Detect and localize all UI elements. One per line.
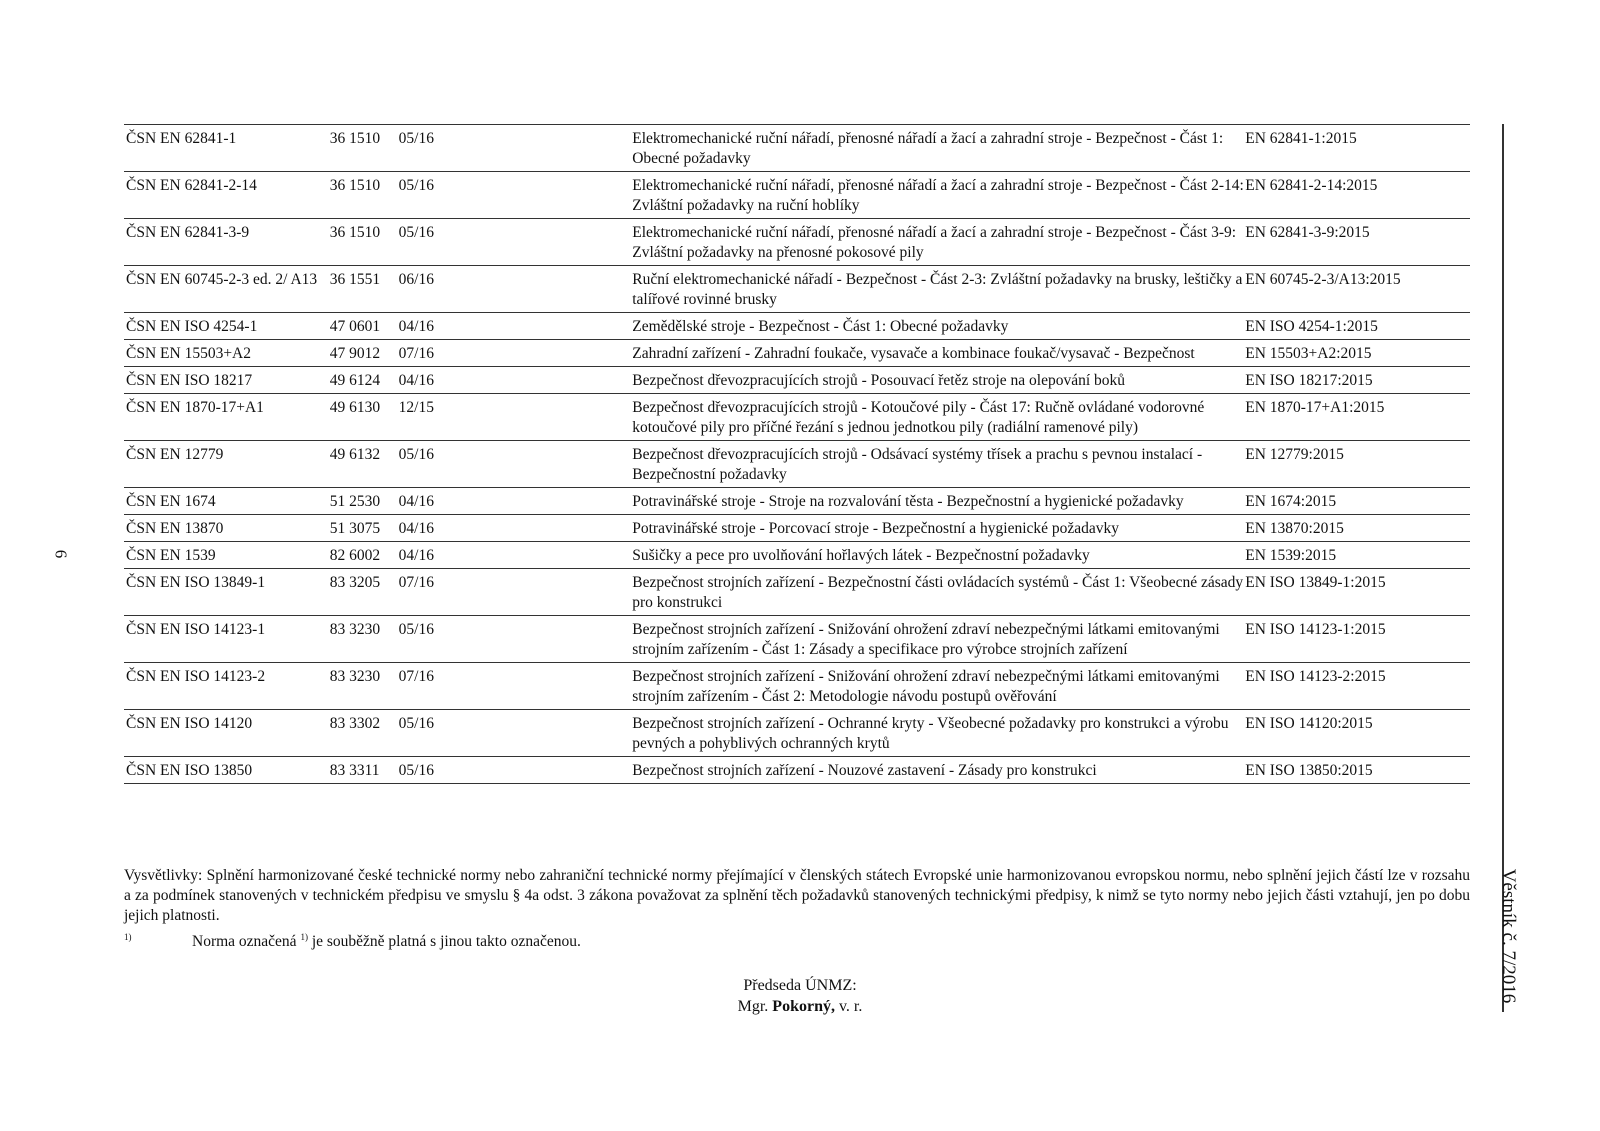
- standard-en: EN 12779:2015: [1245, 441, 1470, 488]
- issue-date: 04/16: [399, 515, 633, 542]
- explanatory-note: Vysvětlivky: Splnění harmonizované české technické normy nebo zahraniční technické normy přejímající v členských státech Evropské unie harmonizovanou evropskou normu, nebo splnění jejich částí lze v rozsahu a za podmínek stanovených v technickém předpisu ve smyslu § 4a odst. 3 zákona považovat za splnění těch požadavků stanovených technickými předpisy, k nimž se tyto normy nebo jejich části vztahují, jen po dobu jejich platnosti.: [124, 867, 1470, 924]
- classification-code: 51 2530: [330, 488, 399, 515]
- standard-csn: ČSN EN 1870-17+A1: [124, 394, 330, 441]
- classification-code: 82 6002: [330, 542, 399, 569]
- standard-csn: ČSN EN ISO 14123-1: [124, 616, 330, 663]
- standard-csn: ČSN EN 15503+A2: [124, 340, 330, 367]
- issue-date: 05/16: [399, 172, 633, 219]
- standard-title: Bezpečnost dřevozpracujících strojů - Kotoučové pily - Část 17: Ručně ovládané vodorovné kotoučové pily pro příčné řezání s jednou jednotkou pily (radiální ramenové pily): [632, 394, 1245, 441]
- table-row: [124, 616, 1470, 663]
- table-row: [124, 266, 1470, 313]
- standard-title: Bezpečnost strojních zařízení - Ochranné kryty - Všeobecné požadavky pro konstrukci a výrobu pevných a pohyblivých ochranných krytů: [632, 710, 1245, 757]
- issue-date: 04/16: [399, 367, 633, 394]
- standard-en: EN 62841-1:2015: [1245, 125, 1470, 172]
- footnote-text-before: Norma označená: [192, 933, 297, 951]
- table-row: [124, 488, 1470, 515]
- issue-date: 06/16: [399, 266, 633, 313]
- table-row: [124, 313, 1470, 340]
- signature-block: [690, 975, 910, 1017]
- standard-en: EN 62841-3-9:2015: [1245, 219, 1470, 266]
- standard-en: EN 1539:2015: [1245, 542, 1470, 569]
- signature-role: Předseda ÚNMZ:: [743, 977, 857, 994]
- classification-code: 49 6124: [330, 367, 399, 394]
- standard-en: EN ISO 14123-1:2015: [1245, 616, 1470, 663]
- footnote-inline-mark: 1): [300, 932, 308, 942]
- classification-code: 49 6132: [330, 441, 399, 488]
- classification-code: 83 3205: [330, 569, 399, 616]
- standard-csn: ČSN EN ISO 14123-2: [124, 663, 330, 710]
- standard-en: EN 60745-2-3/A13:2015: [1245, 266, 1470, 313]
- table-row: [124, 663, 1470, 710]
- standard-csn: ČSN EN ISO 4254-1: [124, 313, 330, 340]
- standard-title: Potravinářské stroje - Stroje na rozvalování těsta - Bezpečnostní a hygienické požadavky: [632, 488, 1245, 515]
- standard-csn: ČSN EN ISO 13850: [124, 757, 330, 784]
- table-row: [124, 394, 1470, 441]
- standard-en: EN ISO 14120:2015: [1245, 710, 1470, 757]
- classification-code: 36 1510: [330, 125, 399, 172]
- classification-code: 51 3075: [330, 515, 399, 542]
- standard-en: EN ISO 13849-1:2015: [1245, 569, 1470, 616]
- table-row: [124, 340, 1470, 367]
- standard-title: Bezpečnost strojních zařízení - Nouzové zastavení - Zásady pro konstrukci: [632, 757, 1245, 784]
- standard-title: Potravinářské stroje - Porcovací stroje - Bezpečnostní a hygienické požadavky: [632, 515, 1245, 542]
- standard-title: Bezpečnost dřevozpracujících strojů - Odsávací systémy třísek a prachu s pevnou instalací - Bezpečnostní požadavky: [632, 441, 1245, 488]
- table-row: [124, 757, 1470, 784]
- issue-date: 12/15: [399, 394, 633, 441]
- issue-date: 07/16: [399, 663, 633, 710]
- signature-suffix: v. r.: [838, 998, 863, 1015]
- standard-en: EN 13870:2015: [1245, 515, 1470, 542]
- standard-title: Bezpečnost strojních zařízení - Bezpečnostní části ovládacích systémů - Část 1: Všeobecné zásady pro konstrukci: [632, 569, 1245, 616]
- classification-code: 47 0601: [330, 313, 399, 340]
- classification-code: 83 3311: [330, 757, 399, 784]
- table-row: [124, 441, 1470, 488]
- standard-csn: ČSN EN 62841-3-9: [124, 219, 330, 266]
- standard-title: Elektromechanické ruční nářadí, přenosné nářadí a žací a zahradní stroje - Bezpečnost - Část 2-14: Zvláštní požadavky na ruční hoblíky: [632, 172, 1245, 219]
- standard-title: Elektromechanické ruční nářadí, přenosné nářadí a žací a zahradní stroje - Bezpečnost - Část 3-9: Zvláštní požadavky na přenosné pokosové pily: [632, 219, 1245, 266]
- standard-title: Bezpečnost dřevozpracujících strojů - Posouvací řetěz stroje na olepování boků: [632, 367, 1245, 394]
- standard-en: EN 1674:2015: [1245, 488, 1470, 515]
- standard-en: EN ISO 4254-1:2015: [1245, 313, 1470, 340]
- issue-date: 04/16: [399, 542, 633, 569]
- standard-title: Sušičky a pece pro uvolňování hořlavých látek - Bezpečnostní požadavky: [632, 542, 1245, 569]
- table-row: [124, 710, 1470, 757]
- issue-date: 04/16: [399, 313, 633, 340]
- issue-date: 05/16: [399, 441, 633, 488]
- classification-code: 83 3230: [330, 663, 399, 710]
- classification-code: 36 1510: [330, 219, 399, 266]
- table-row: [124, 367, 1470, 394]
- standard-title: Bezpečnost strojních zařízení - Snižování ohrožení zdraví nebezpečnými látkami emitovanými strojním zařízením - Část 2: Metodologie návodu postupů ověřování: [632, 663, 1245, 710]
- classification-code: 83 3302: [330, 710, 399, 757]
- standard-csn: ČSN EN 12779: [124, 441, 330, 488]
- standard-title: Zahradní zařízení - Zahradní foukače, vysavače a kombinace foukač/vysavač - Bezpečnost: [632, 340, 1245, 367]
- issue-date: 07/16: [399, 569, 633, 616]
- table-row: [124, 219, 1470, 266]
- standard-csn: ČSN EN 62841-1: [124, 125, 330, 172]
- journal-issue-label: Věstník č. 7/2016: [1498, 868, 1519, 1004]
- classification-code: 83 3230: [330, 616, 399, 663]
- classification-code: 36 1510: [330, 172, 399, 219]
- standard-en: EN ISO 13850:2015: [1245, 757, 1470, 784]
- signature-name: Pokorný,: [772, 998, 835, 1015]
- standards-table-body: [124, 125, 1470, 784]
- issue-date: 04/16: [399, 488, 633, 515]
- issue-date: 07/16: [399, 340, 633, 367]
- classification-code: 49 6130: [330, 394, 399, 441]
- standard-csn: ČSN EN 1674: [124, 488, 330, 515]
- issue-date: 05/16: [399, 219, 633, 266]
- issue-date: 05/16: [399, 757, 633, 784]
- signature-prefix: Mgr.: [737, 998, 769, 1015]
- table-row: [124, 172, 1470, 219]
- issue-date: 05/16: [399, 125, 633, 172]
- footnote: [124, 927, 924, 952]
- table-row: [124, 515, 1470, 542]
- standards-table: [124, 124, 1470, 784]
- standard-en: EN ISO 18217:2015: [1245, 367, 1470, 394]
- issue-date: 05/16: [399, 710, 633, 757]
- table-row: [124, 542, 1470, 569]
- issue-date: 05/16: [399, 616, 633, 663]
- table-row: [124, 125, 1470, 172]
- footnote-mark: 1): [124, 932, 132, 942]
- standard-title: Bezpečnost strojních zařízení - Snižování ohrožení zdraví nebezpečnými látkami emitovanými strojním zařízením - Část 1: Zásady a specifikace pro výrobce strojních zařízení: [632, 616, 1245, 663]
- signature-name-line: [690, 996, 910, 1017]
- classification-code: 36 1551: [330, 266, 399, 313]
- standard-title: Zemědělské stroje - Bezpečnost - Část 1: Obecné požadavky: [632, 313, 1245, 340]
- standard-title: Elektromechanické ruční nářadí, přenosné nářadí a žací a zahradní stroje - Bezpečnost - Část 1: Obecné požadavky: [632, 125, 1245, 172]
- page-number: 6: [51, 549, 71, 559]
- standard-en: EN 15503+A2:2015: [1245, 340, 1470, 367]
- standard-en: EN 1870-17+A1:2015: [1245, 394, 1470, 441]
- standard-csn: ČSN EN ISO 18217: [124, 367, 330, 394]
- standard-csn: ČSN EN 62841-2-14: [124, 172, 330, 219]
- footnote-text-after: je souběžně platná s jinou takto označenou.: [311, 933, 581, 951]
- standard-csn: ČSN EN ISO 13849-1: [124, 569, 330, 616]
- standard-csn: ČSN EN 60745-2-3 ed. 2/ A13: [124, 266, 330, 313]
- standard-csn: ČSN EN 1539: [124, 542, 330, 569]
- standard-en: EN ISO 14123-2:2015: [1245, 663, 1470, 710]
- classification-code: 47 9012: [330, 340, 399, 367]
- standard-en: EN 62841-2-14:2015: [1245, 172, 1470, 219]
- standard-csn: ČSN EN 13870: [124, 515, 330, 542]
- table-row: [124, 569, 1470, 616]
- standard-csn: ČSN EN ISO 14120: [124, 710, 330, 757]
- standard-title: Ruční elektromechanické nářadí - Bezpečnost - Část 2-3: Zvláštní požadavky na brusky, leštičky a talířové rovinné brusky: [632, 266, 1245, 313]
